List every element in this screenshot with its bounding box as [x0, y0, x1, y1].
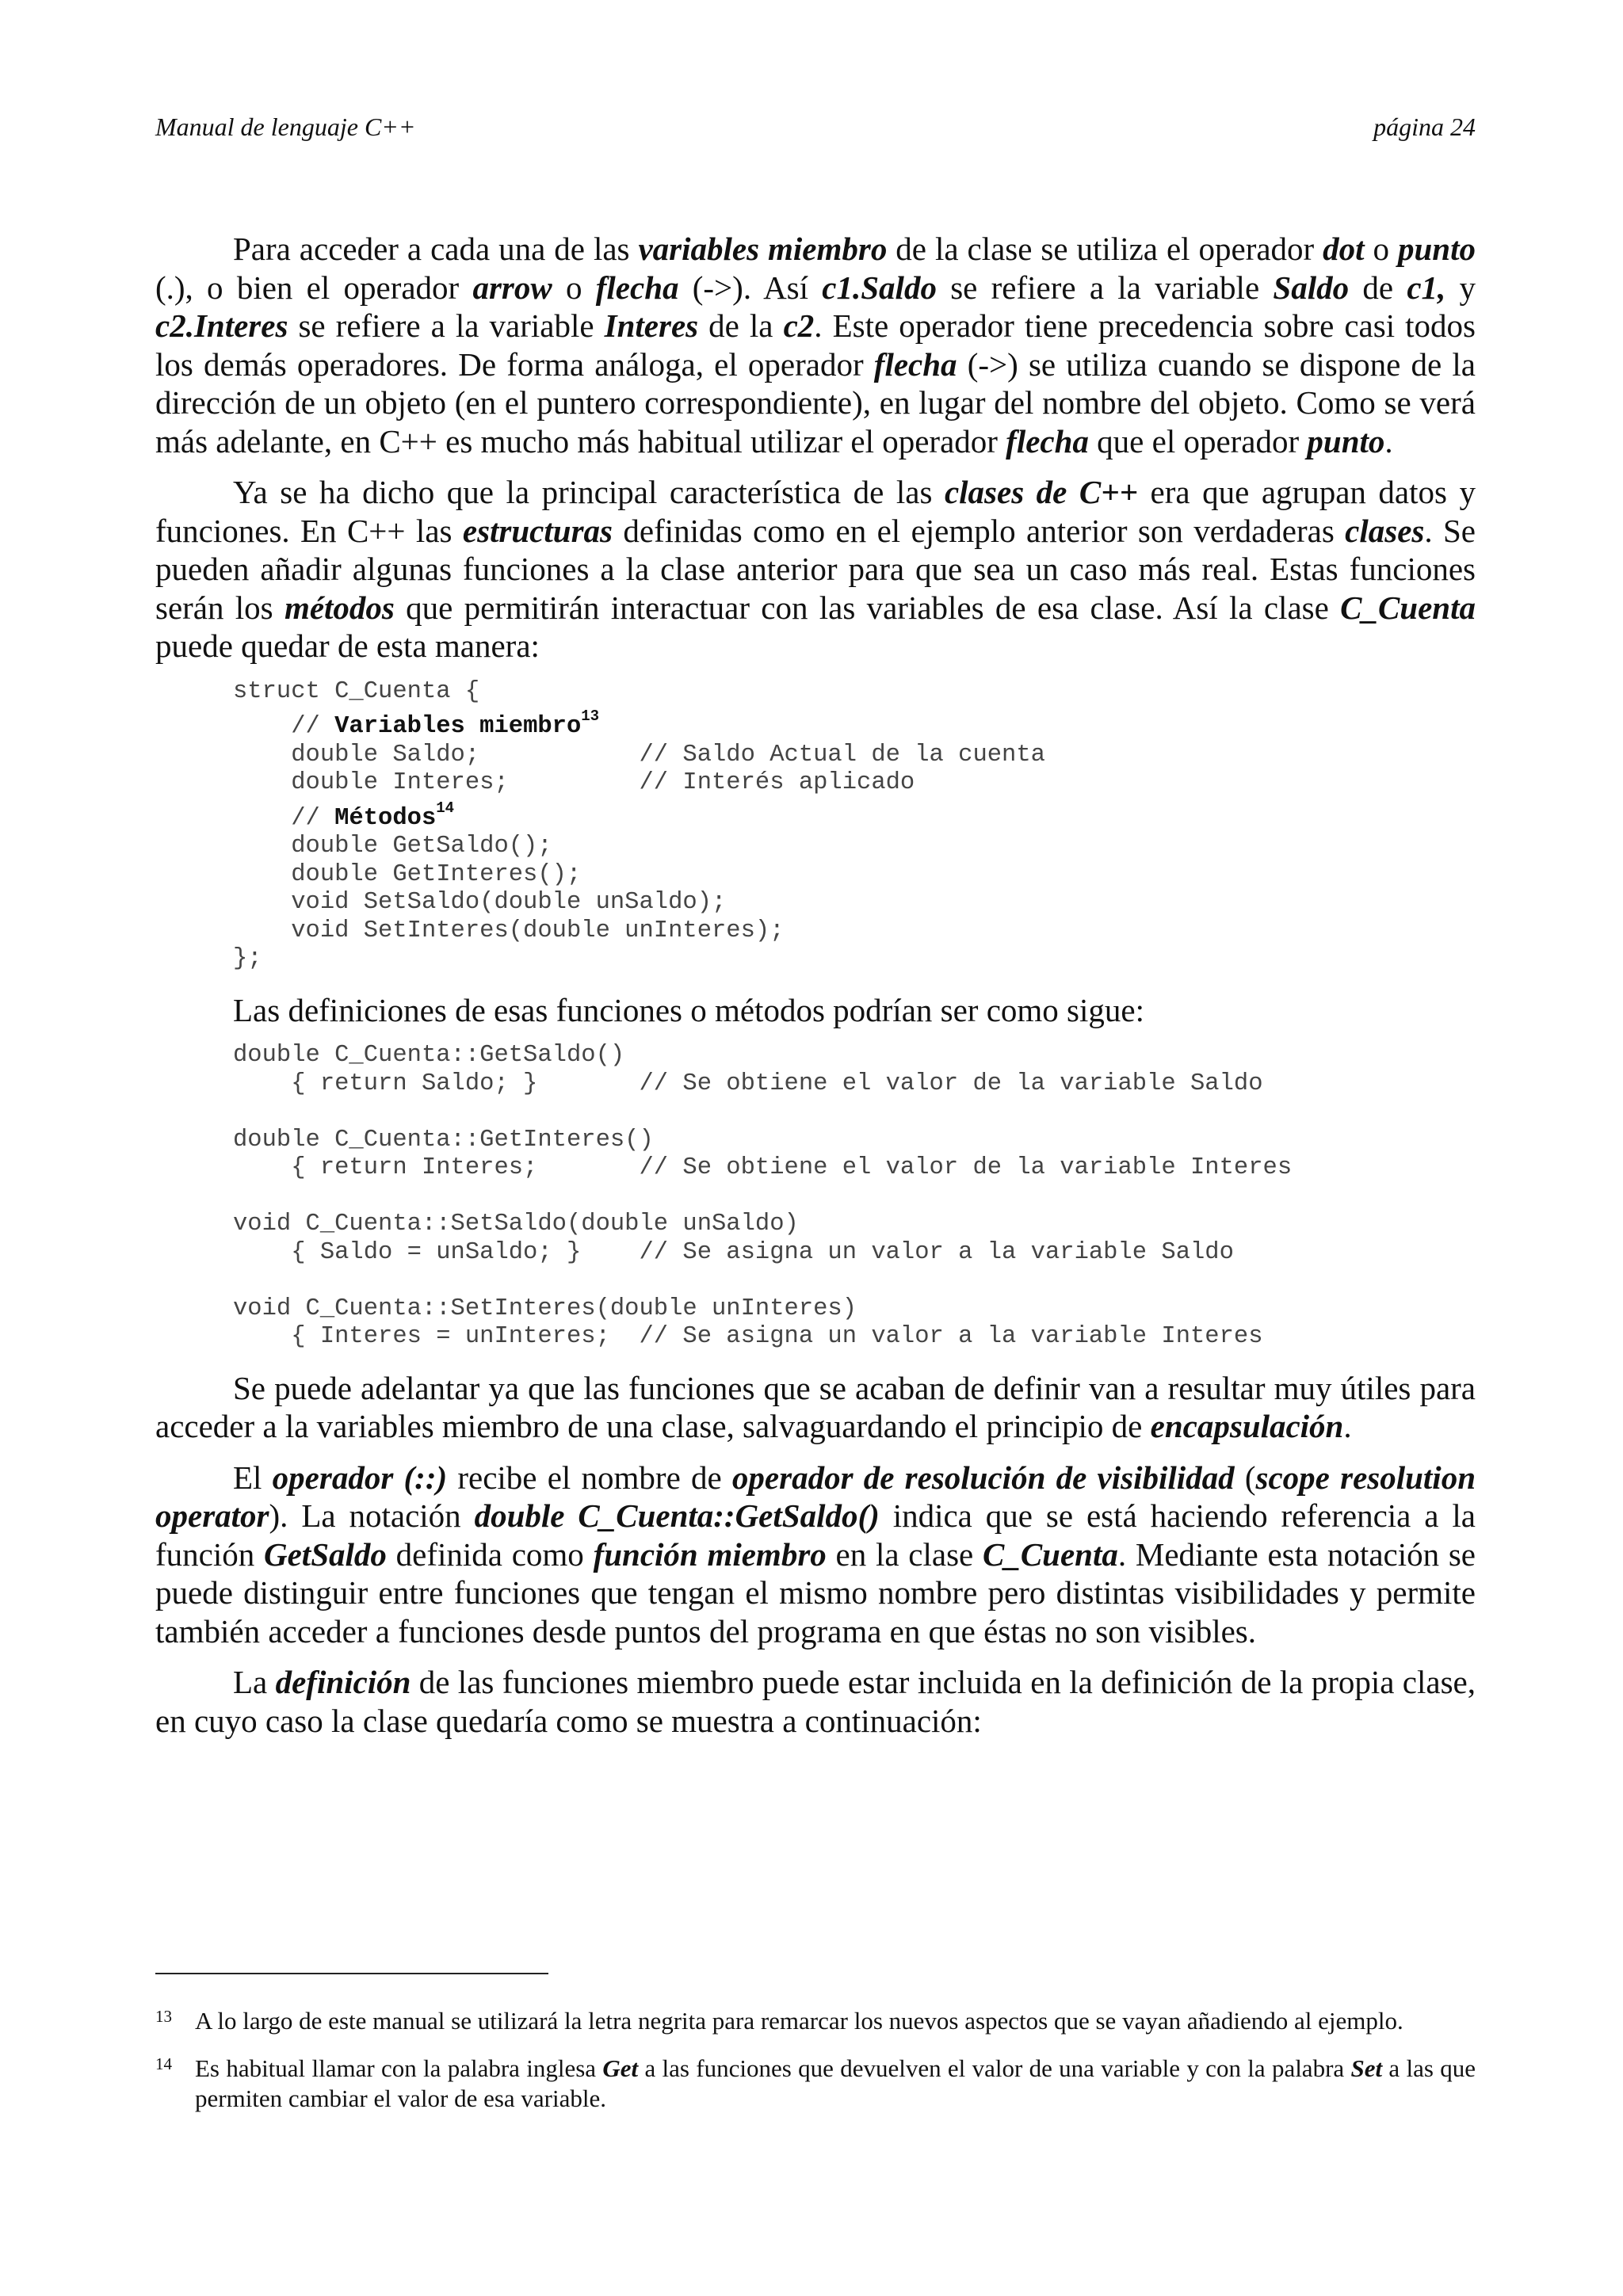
footnotes [155, 2006, 1476, 2131]
paragraph-encapsulation: Se puede adelantar ya que las funciones que se acaban de definir van a resultar muy útiles para acceder a la variables miembro de una clase, salvaguardando el principio de encapsulación. [155, 1369, 1476, 1445]
code-line: { Interes = unInteres; // Se asigna un valor a la variable Interes [233, 1323, 1263, 1351]
code-line: double GetSaldo(); [233, 833, 552, 860]
code-line: void SetSaldo(double unSaldo); [233, 889, 727, 917]
header-title: Manual de lenguaje C++ [155, 113, 416, 141]
footnote-number: 14 [155, 2054, 172, 2073]
code-line: double Interes; // Interés aplicado [233, 769, 915, 797]
footnote-separator [155, 1973, 548, 1974]
paragraph-classes: Ya se ha dicho que la principal característica de las clases de C++ era que agrupan datos y funciones. En C++ las estructuras definidas como en el ejemplo anterior son verdaderas clases. Se pueden añadir algunas funciones a la clase anterior para que sea un caso más real. Estas funciones serán los métodos que permitirán interactuar con las variables de esa clase. Así la clase C_Cuenta puede quedar de esta manera: [155, 474, 1476, 664]
code-line: void C_Cuenta::SetInteres(double unInteres) [233, 1295, 857, 1322]
code-line: // Variables miembro$^{13}$ [233, 707, 600, 741]
code-line: // Métodos$^{14}$ [233, 799, 455, 832]
header-page-number: página 24 [1373, 113, 1476, 141]
code-line: struct C_Cuenta { [233, 677, 480, 705]
code-line: double Saldo; // Saldo Actual de la cuenta [233, 741, 1045, 769]
footnote-13: 13 A lo largo de este manual se utilizará la letra negrita para remarcar los nuevos aspectos que se vayan añadiendo al ejemplo. [155, 2006, 1476, 2036]
paragraph-operators: Para acceder a cada una de las variables miembro de la clase se utiliza el operador dot o punto (.), o bien el operador arrow o flecha (->). Así c1.Saldo se refiere a la variable Saldo de c1, y c2.Interes se refiere a la variable Interes de la c2. Este operador tiene precedencia sobre casi todos los demás operadores. De forma análoga, el operador flecha (->) se utiliza cuando se dispone de la dirección de un objeto (en el puntero correspondiente), en lugar del nombre del objeto. Como se verá más adelante, en C++ es mucho más habitual utilizar el operador flecha que el operador punto. [155, 231, 1476, 460]
code-line: double C_Cuenta::GetInteres() [233, 1126, 654, 1154]
code-block-methods [233, 1042, 1476, 1352]
paragraph-scope-operator: El operador (::) recibe el nombre de operador de resolución de visibilidad (scope resolution operator). La notación double C_Cuenta::GetSaldo() indica que se está haciendo referencia a la función GetSaldo definida como función miembro en la clase C_Cuenta. Mediante esta notación se puede distinguir entre funciones que tengan el mismo nombre pero distintas visibilidades y permite también acceder a funciones desde puntos del programa en que éstas no son visibles. [155, 1459, 1476, 1650]
code-line: }; [233, 945, 262, 973]
paragraph-definitions-intro: Las definiciones de esas funciones o métodos podrían ser como sigue: [233, 991, 1144, 1028]
page-header [155, 113, 1476, 151]
code-line: double GetInteres(); [233, 860, 582, 888]
footnote-14: 14 Es habitual llamar con la palabra inglesa Get a las funciones que devuelven el valor de una variable y con la palabra Set a las que permiten cambiar el valor de esa variable. [155, 2054, 1476, 2114]
page-body [155, 230, 1476, 1753]
footnote-number: 13 [155, 2007, 172, 2026]
code-line: void C_Cuenta::SetSaldo(double unSaldo) [233, 1211, 799, 1238]
code-line: { Saldo = unSaldo; } // Se asigna un valor a la variable Saldo [233, 1238, 1234, 1266]
code-block-struct [233, 678, 1476, 974]
code-line: void SetInteres(double unInteres); [233, 917, 785, 944]
paragraph-inline-definition: La definición de las funciones miembro puede estar incluida en la definición de la propia clase, en cuyo caso la clase quedaría como se muestra a continuación: [155, 1664, 1476, 1739]
code-line: { return Interes; // Se obtiene el valor de la variable Interes [233, 1154, 1293, 1182]
code-line: { return Saldo; } // Se obtiene el valor de la variable Saldo [233, 1070, 1263, 1097]
code-line: double C_Cuenta::GetSaldo() [233, 1042, 625, 1070]
